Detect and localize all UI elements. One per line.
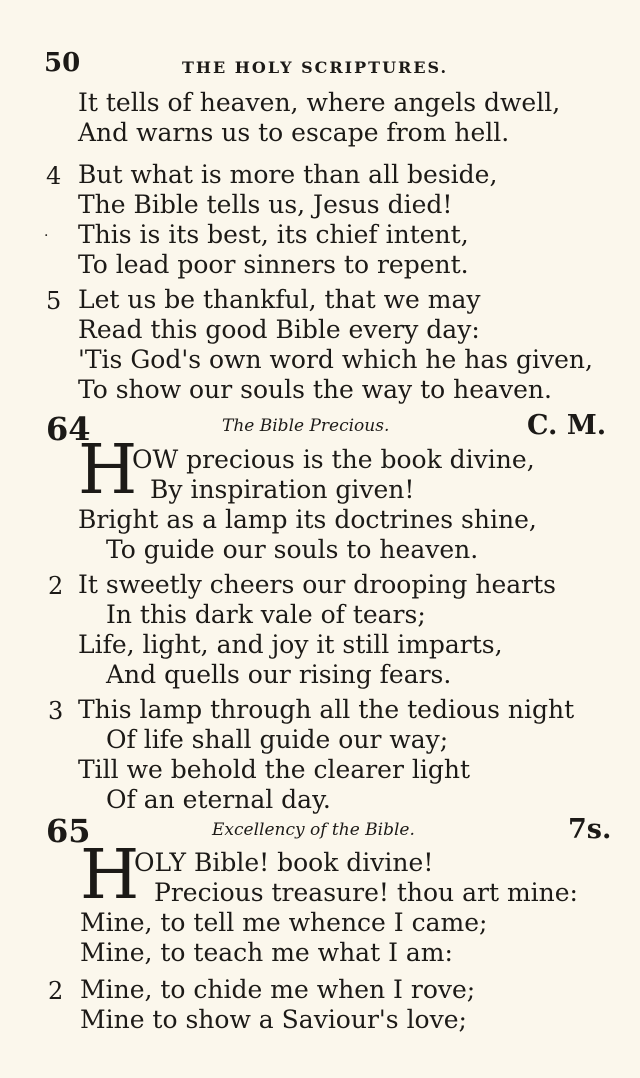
verse-number: 2 (48, 977, 64, 1005)
print-mark: · (44, 228, 49, 244)
verse-line: Read this good Bible every day: (78, 315, 480, 344)
verse-number: 2 (48, 572, 64, 600)
running-head: THE HOLY SCRIPTURES. (182, 58, 449, 77)
verse-line: Mine, to chide me when I rove; (80, 975, 476, 1004)
verse-line: It sweetly cheers our drooping hearts (78, 570, 557, 599)
verse-line: OLY Bible! book divine! (134, 848, 434, 877)
page-number: 50 (44, 48, 81, 78)
hymn-meter: C. M. (527, 410, 607, 441)
verse-number: 5 (46, 287, 62, 315)
verse-line: Let us be thankful, that we may (78, 285, 481, 314)
verse-line: Mine to show a Saviour's love; (80, 1005, 467, 1034)
hymn-number: 64 (46, 410, 91, 448)
hymn-title: Excellency of the Bible. (212, 820, 415, 840)
verse-line: OW precious is the book divine, (132, 445, 535, 474)
verse-line: Mine, to teach me what I am: (80, 938, 453, 967)
verse-line: And quells our rising fears. (106, 660, 452, 689)
verse-line: To guide our souls to heaven. (106, 535, 479, 564)
verse-line: To show our souls the way to heaven. (78, 375, 552, 404)
verse-number: 3 (48, 697, 64, 725)
verse-line: Bright as a lamp its doctrines shine, (78, 505, 537, 534)
verse-line: It tells of heaven, where angels dwell, (78, 88, 561, 117)
verse-line: The Bible tells us, Jesus died! (78, 190, 453, 219)
verse-line: By inspiration given! (150, 475, 415, 504)
verse-line: Mine, to tell me whence I came; (80, 908, 488, 937)
verse-line: But what is more than all beside, (78, 160, 498, 189)
verse-line: In this dark vale of tears; (106, 600, 426, 629)
hymn-title: The Bible Precious. (222, 416, 390, 436)
verse-line: Till we behold the clearer light (78, 755, 471, 784)
drop-cap: H (78, 431, 138, 510)
verse-number: 4 (46, 162, 62, 190)
verse-line: Life, light, and joy it still imparts, (78, 630, 503, 659)
drop-cap: H (80, 836, 140, 915)
verse-line: Of life shall guide our way; (106, 725, 449, 754)
verse-line: And warns us to escape from hell. (78, 118, 510, 147)
verse-line: To lead poor sinners to repent. (78, 250, 469, 279)
verse-line: 'Tis God's own word which he has given, (78, 345, 593, 374)
hymn-number: 65 (46, 812, 91, 850)
verse-line: This lamp through all the tedious night (78, 695, 575, 724)
verse-line: Precious treasure! thou art mine: (154, 878, 578, 907)
verse-line: This is its best, its chief intent, (78, 220, 469, 249)
hymn-meter: 7s. (568, 814, 612, 845)
verse-line: Of an eternal day. (106, 785, 331, 814)
